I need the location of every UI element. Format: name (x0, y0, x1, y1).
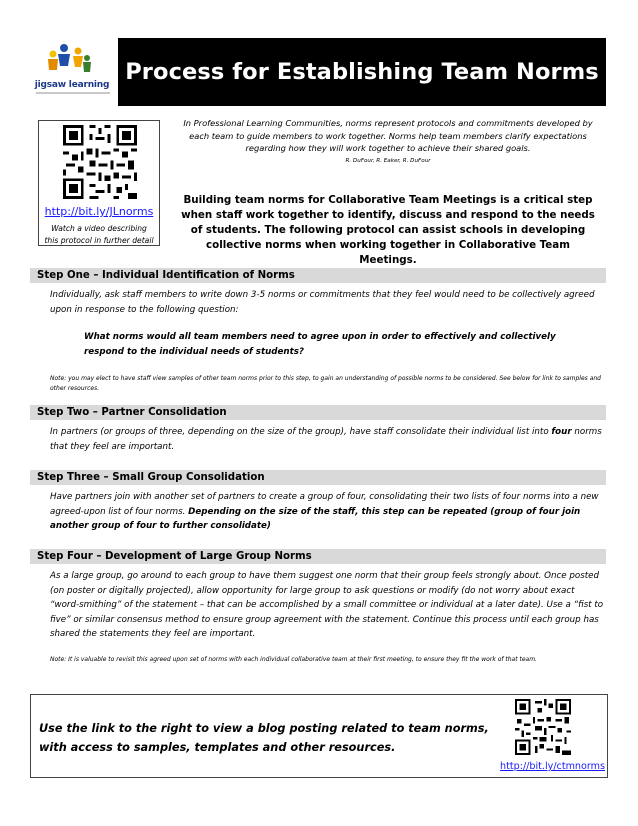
step-four-heading-bar (30, 549, 606, 564)
jigsaw-people-logo-icon (30, 42, 114, 80)
step-two-body-emphasis: four (551, 427, 572, 437)
step-three-heading-bar (30, 470, 606, 485)
video-link[interactable]: http://bit.ly/JLnorms (44, 205, 154, 218)
intro-quote: In Professional Learning Communities, norms represent protocols and commitments developed by each team to guide members to work together. Norms help team members clarify expectations regarding how they will work together to achieve their shared goals. (183, 118, 593, 153)
step-four-heading: Step Four – Development of Large Group Norms (37, 551, 312, 562)
step-four-body: As a large group, go around to each group to have them suggest one norm that their group feels strongly about. Once posted (on poster or digitally projected), allow opportunity for large group to ask questions or modify (do not worry about exact “word-smithing” of the statement – that can be accomplished by a small committee or individual at a later date). Use a “fist to five” or similar consensus method to ensure group agreement with the statement. Continue this process until each group has shared the statements they feel are important. (50, 571, 604, 639)
qr-code-icon[interactable] (63, 125, 137, 199)
step-three-heading: Step Three – Small Group Consolidation (37, 472, 265, 483)
step-one-body: Individually, ask staff members to write down 3-5 norms or commitments that they feel would need to be collectively agreed upon in response to the following question: (50, 290, 595, 315)
title-banner (118, 38, 606, 106)
resources-box (30, 694, 608, 778)
step-three-body-part-1: Have partners join with another set of partners to create a group of four, consolidating their two lists of four norms into a new agreed-upon list of four norms. (50, 492, 599, 517)
step-three-body (50, 490, 606, 534)
step-one-question: What norms would all team members need to agree upon in order to effectively and collectively respond to the individual needs of students? (84, 332, 556, 357)
step-one-heading: Step One – Individual Identification of Norms (37, 270, 295, 281)
jigsaw-learning-logo (30, 42, 114, 104)
step-three-body-emphasis: Depending on the size of the staff, this step can be repeated (group of four join another group of four to further consolidate) (50, 506, 581, 531)
step-two-body (50, 425, 606, 454)
step-one-note: Note: you may elect to have staff view samples of other team norms prior to this step, to gain an understanding of possible norms to be considered. See below for link to samples and other resources. (50, 375, 601, 392)
video-note: Watch a video describing this protocol in further detail (44, 224, 154, 245)
logo-tagline (36, 92, 110, 94)
step-two-heading: Step Two – Partner Consolidation (37, 407, 227, 418)
step-one-heading-bar (30, 268, 606, 283)
step-four-note: Note: It is valuable to revisit this agreed upon set of norms with each individual collaborative team at their first meeting, to ensure they fit the work of that team. (50, 656, 537, 663)
step-two-body-part-2: norms that they feel are important. (50, 427, 602, 452)
lead-paragraph: Building team norms for Collaborative Team Meetings is a critical step when staff work together to identify, discuss and respond to the needs of students. The following protocol can assist schools in developing collective norms when working together in Collaborative Team Meetings. (181, 194, 595, 266)
video-qr-box (38, 120, 160, 246)
resources-text: Use the link to the right to view a blog posting related to team norms, with access to samples, templates and other resources. (39, 722, 489, 754)
logo-text: jigsaw learning (34, 80, 110, 90)
page-title: Process for Establishing Team Norms (125, 59, 599, 85)
blog-link[interactable]: http://bit.ly/ctmnorms (500, 761, 605, 772)
step-two-heading-bar (30, 405, 606, 420)
intro-citation: R. DuFour, R. Eaker, R. DuFour (345, 158, 431, 164)
qr-code-icon[interactable] (515, 699, 571, 755)
step-two-body-part-1: In partners (or groups of three, depending on the size of the group), have staff consolidate their individual list into (50, 427, 552, 437)
